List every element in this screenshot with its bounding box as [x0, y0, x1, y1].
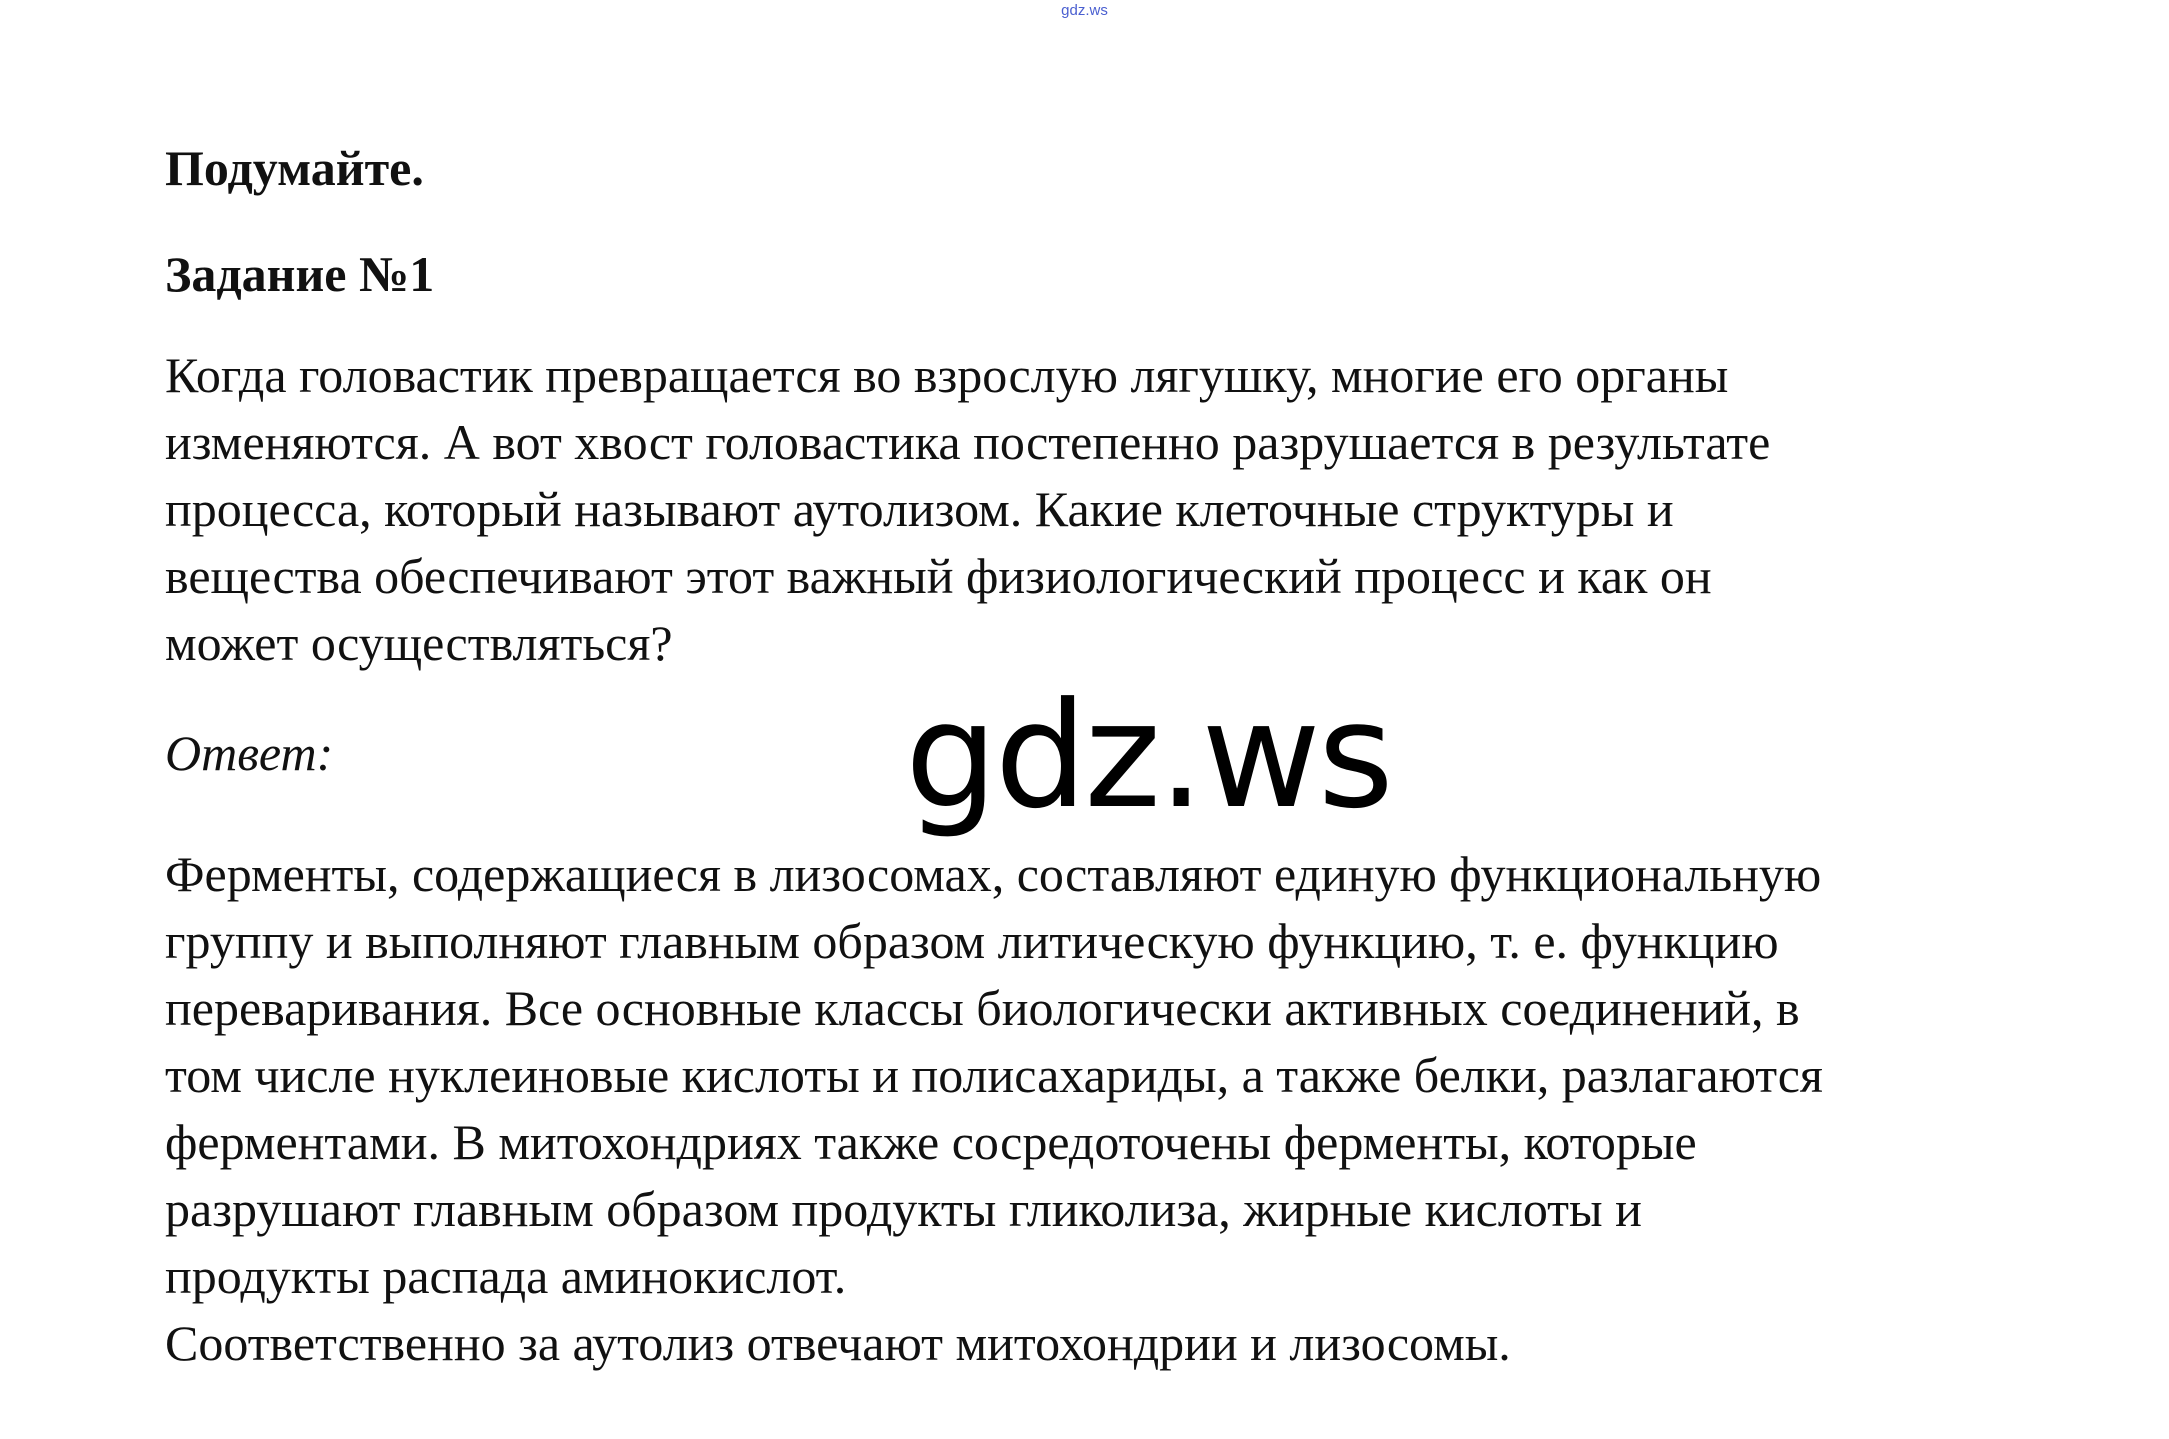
answer-line: разрушают главным образом продукты гликолиза, жирные кислоты и [165, 1181, 1642, 1237]
task-heading: Задание №1 [165, 246, 435, 302]
answer-line: переваривания. Все основные классы биологически активных соединений, в [165, 980, 1800, 1036]
question-line: изменяются. А вот хвост головастика постепенно разрушается в результате [165, 414, 1771, 470]
answer-line: продукты распада аминокислот. [165, 1248, 847, 1304]
section-heading: Подумайте. [165, 140, 424, 196]
answer-line: ферментами. В митохондриях также сосредоточены ферменты, которые [165, 1114, 1697, 1170]
question-line: может осуществляться? [165, 615, 673, 671]
question-line: процесса, который называют аутолизом. Какие клеточные структуры и [165, 481, 1674, 537]
question-line: вещества обеспечивают этот важный физиологический процесс и как он [165, 548, 1712, 604]
answer-label: Ответ: [165, 725, 334, 781]
question-text [165, 342, 2125, 677]
answer-line: Соответственно за аутолиз отвечают митохондрии и лизосомы. [165, 1315, 1511, 1371]
answer-line: том числе нуклеиновые кислоты и полисахариды, а также белки, разлагаются [165, 1047, 1823, 1103]
center-watermark: gdz.ws [905, 671, 1391, 841]
question-line: Когда головастик превращается во взрослую лягушку, многие его органы [165, 347, 1729, 403]
top-watermark: gdz.ws [1061, 2, 1108, 19]
answer-line: Ферменты, содержащиеся в лизосомах, составляют единую функциональную [165, 846, 1822, 902]
answer-line: группу и выполняют главным образом литическую функцию, т. е. функцию [165, 913, 1779, 969]
answer-text [165, 841, 2125, 1377]
